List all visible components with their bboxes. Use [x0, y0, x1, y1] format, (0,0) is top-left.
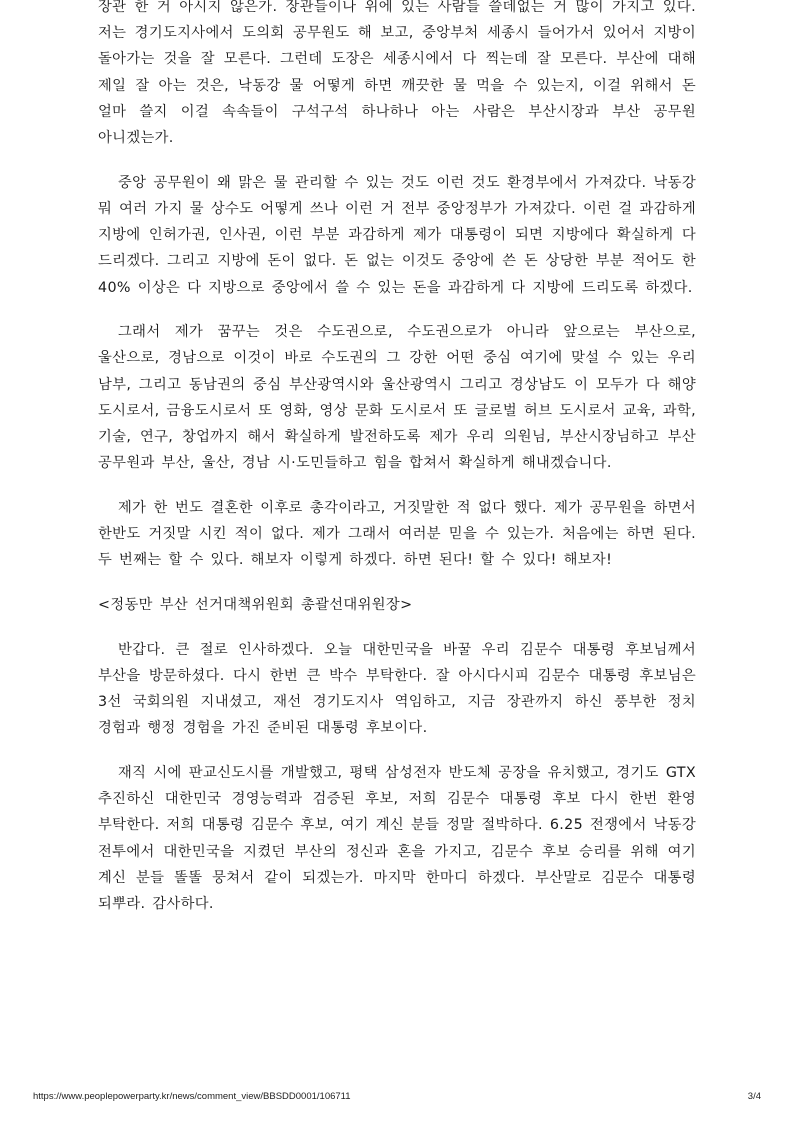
paragraph: 반갑다. 큰 절로 인사하겠다. 오늘 대한민국을 바꿀 우리 김문수 대통령 후보님께서 부산을 방문하셨다. 다시 한번 큰 박수 부탁한다. 잘 아시다시피 김문수 대통령 후보님은 3선 국회의원 지내셨고, 재선 경기도지사 역임하고, 지금 장관까지 하신 풍부한 정치 경험과 행정 경험을 가진 준비된 대통령 후보이다.: [98, 641, 696, 737]
speaker-heading: <정동만 부산 선거대책위원회 총괄선대위원장>: [98, 597, 413, 614]
page-number: 3/4: [747, 1091, 761, 1102]
document-body: [98, 0, 696, 917]
paragraph: 그래서 제가 꿈꾸는 것은 수도권으로, 수도권으로가 아니라 앞으로는 부산으로, 울산으로, 경남으로 이것이 바로 수도권의 그 강한 어떤 중심 여기에 맞설 수 있는 우리 남부, 그리고 동남권의 중심 부산광역시와 울산광역시 그리고 경상남도 이 모두가 다 해양 도시로서, 금융도시로서 또 영화, 영상 문화 도시로서 또 글로벌 허브 도시로서 교육, 과학, 기술, 연구, 창업까지 해서 확실하게 발전하도록 제가 우리 의원님, 부산시장님하고 부산 공무원과 부산, 울산, 경남 시·도민들하고 힘을 합쳐서 확실하게 해내겠습니다.: [98, 324, 696, 472]
paragraph: 중앙 공무원이 왜 맑은 물 관리할 수 있는 것도 이런 것도 환경부에서 가져갔다. 낙동강 뭐 여러 가지 물 상수도 어떻게 쓰나 이런 거 전부 중앙정부가 가져갔다. 이런 걸 과감하게 지방에 인허가권, 인사권, 이런 부분 과감하게 제가 대통령이 되면 지방에다 확실하게 다 드리겠다. 그리고 지방에 돈이 없다. 돈 없는 이것도 중앙에 쓴 돈 상당한 부분 적어도 한 40% 이상은 다 지방으로 중앙에서 쓸 수 있는 돈을 과감하게 다 지방에 드리도록 하겠다.: [98, 174, 696, 296]
footer-url[interactable]: https://www.peoplepowerparty.kr/news/comment_view/BBSDD0001/106711: [33, 1091, 351, 1102]
paragraph: 재직 시에 판교신도시를 개발했고, 평택 삼성전자 반도체 공장을 유치했고, 경기도 GTX 추진하신 대한민국 경영능력과 검증된 후보, 저희 김문수 대통령 후보 다시 한번 환영 부탁한다. 저희 대통령 김문수 후보, 여기 계신 분들 정말 절박하다. 6.25 전쟁에서 낙동강 전투에서 대한민국을 지켰던 부산의 정신과 혼을 가지고, 김문수 후보 승리를 위해 여기 계신 분들 똘똘 뭉쳐서 같이 되겠는가. 마지막 한마디 하겠다. 부산말로 김문수 대통령 되뿌라. 감사하다.: [98, 765, 696, 913]
paragraph: 제가 한 번도 결혼한 이후로 총각이라고, 거짓말한 적 없다 했다. 제가 공무원을 하면서 한반도 거짓말 시킨 적이 없다. 제가 그래서 여러분 믿을 수 있는가. 처음에는 하면 된다. 두 번째는 할 수 있다. 해보자 이렇게 하겠다. 하면 된다! 할 수 있다! 해보자!: [98, 499, 696, 569]
paragraph: 장관 한 거 아시지 않은가. 장관들이나 위에 있는 사람들 쓸데없는 거 많이 가지고 있다. 저는 경기도지사에서 도의회 공무원도 해 보고, 중앙부처 세종시 들어가서 있어서 지방이 돌아가는 것을 잘 모른다. 그런데 도장은 세종시에서 다 찍는데 잘 모른다. 부산에 대해 제일 잘 아는 것은, 낙동강 물 어떻게 하면 깨끗한 물 먹을 수 있는지, 이걸 위해서 돈 얼마 쓸지 이걸 속속들이 구석구석 하나하나 아는 사람은 부산시장과 부산 공무원 아니겠는가.: [98, 0, 696, 147]
